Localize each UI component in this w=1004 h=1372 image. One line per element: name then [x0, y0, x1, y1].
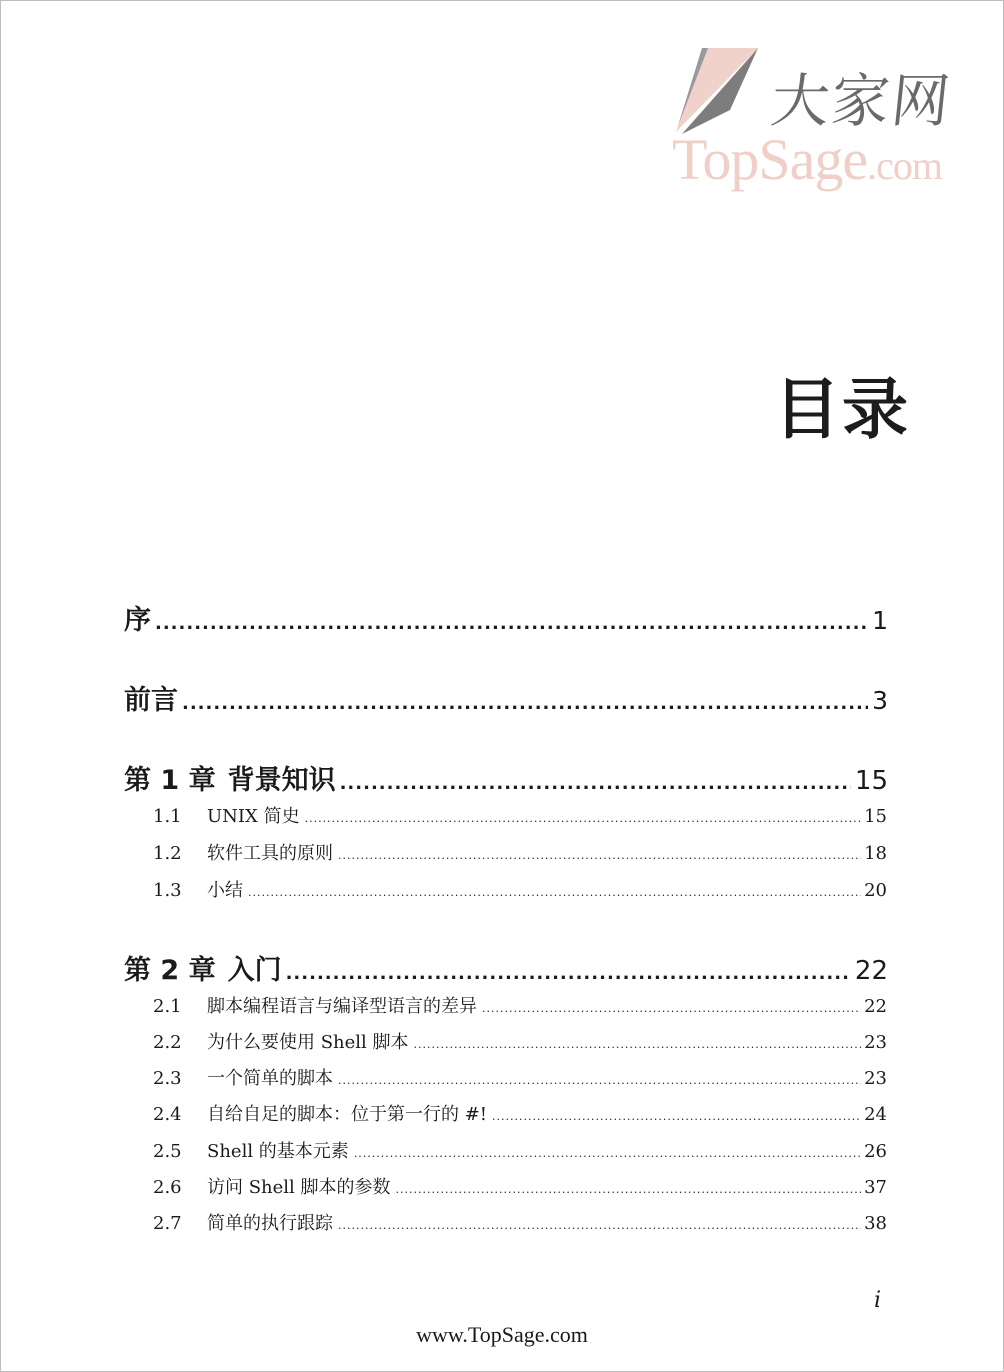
- dot-leader: [340, 773, 851, 794]
- dot-leader: [492, 1110, 861, 1123]
- section-page: 26: [864, 1141, 887, 1162]
- footer-url[interactable]: www.TopSage.com: [416, 1322, 588, 1347]
- section-number: 2.2: [153, 1032, 182, 1053]
- dot-leader: [396, 1183, 862, 1196]
- toc-entry-preface[interactable]: [124, 598, 888, 636]
- section-title: Shell 的基本元素: [207, 1141, 349, 1162]
- entry-title: 前言: [124, 685, 178, 716]
- chapter-page: 22: [854, 956, 888, 986]
- section-title: 一个简单的脚本: [207, 1068, 333, 1089]
- section-page: 23: [864, 1068, 887, 1089]
- toc-entry-foreword[interactable]: [124, 678, 888, 716]
- toc-section-1-1[interactable]: [153, 802, 887, 830]
- toc-section-2-3[interactable]: [153, 1064, 887, 1092]
- chapter-title: 入门: [227, 955, 282, 986]
- dot-leader: [354, 1147, 861, 1160]
- watermark-en-text: [672, 126, 942, 193]
- section-title: 自给自足的脚本：位于第一行的 #!: [207, 1104, 488, 1125]
- toc-title: 目录: [774, 371, 910, 448]
- topsage-logo-icon: [668, 40, 768, 140]
- section-page: 18: [864, 843, 887, 864]
- section-number: 1.2: [153, 843, 182, 864]
- section-title: 为什么要使用 Shell 脚本: [207, 1032, 409, 1053]
- section-title: 脚本编程语言与编译型语言的差异: [207, 996, 477, 1017]
- toc-section-2-6[interactable]: [153, 1173, 887, 1201]
- section-number: 1.1: [153, 806, 182, 827]
- chapter-label: 第 2 章: [124, 955, 216, 986]
- toc-chapter-2[interactable]: [124, 948, 888, 988]
- section-page: 24: [864, 1104, 887, 1125]
- section-title: UNIX 简史: [207, 806, 300, 827]
- dot-leader: [482, 1002, 861, 1015]
- dot-leader: [182, 693, 868, 714]
- dot-leader: [305, 812, 862, 825]
- section-page: 23: [864, 1032, 887, 1053]
- chapter-label: 第 1 章: [124, 765, 216, 796]
- toc-section-2-2[interactable]: [153, 1028, 887, 1056]
- dot-leader: [155, 613, 868, 634]
- section-title: 小结: [207, 880, 243, 901]
- section-page: 15: [864, 806, 887, 827]
- section-title: 访问 Shell 脚本的参数: [207, 1177, 391, 1198]
- watermark-en-name: TopSage: [672, 127, 868, 192]
- entry-title: 序: [124, 605, 151, 636]
- toc-chapter-1[interactable]: [124, 758, 888, 798]
- chapter-page: 15: [854, 766, 888, 796]
- chapter-title: 背景知识: [227, 765, 336, 796]
- toc-section-1-3[interactable]: [153, 876, 887, 904]
- dot-leader: [414, 1038, 862, 1051]
- toc-section-2-1[interactable]: [153, 992, 887, 1020]
- dot-leader: [248, 886, 861, 899]
- watermark-en-suffix: .com: [867, 143, 942, 188]
- toc-section-2-5[interactable]: [153, 1137, 887, 1165]
- section-number: 1.3: [153, 880, 182, 901]
- section-number: 2.1: [153, 996, 182, 1017]
- section-title: 简单的执行跟踪: [207, 1213, 333, 1234]
- dot-leader: [338, 849, 861, 862]
- section-number: 2.7: [153, 1213, 182, 1234]
- toc-section-2-4[interactable]: [153, 1100, 887, 1128]
- watermark-logo: [668, 34, 968, 204]
- section-number: 2.5: [153, 1141, 182, 1162]
- dot-leader: [338, 1074, 861, 1087]
- toc-section-2-7[interactable]: [153, 1209, 887, 1237]
- dot-leader: [338, 1219, 861, 1232]
- watermark-cn-text: 大家网: [767, 67, 956, 135]
- section-number: 2.6: [153, 1177, 182, 1198]
- toc-section-1-2[interactable]: [153, 839, 887, 867]
- section-page: 38: [864, 1213, 887, 1234]
- section-number: 2.4: [153, 1104, 182, 1125]
- section-title: 软件工具的原则: [207, 843, 333, 864]
- page-folio: i: [874, 1288, 882, 1313]
- section-number: 2.3: [153, 1068, 182, 1089]
- section-page: 37: [864, 1177, 887, 1198]
- dot-leader: [286, 963, 851, 984]
- section-page: 20: [864, 880, 887, 901]
- section-page: 22: [864, 996, 887, 1017]
- entry-page: 3: [872, 686, 888, 715]
- entry-page: 1: [872, 606, 888, 635]
